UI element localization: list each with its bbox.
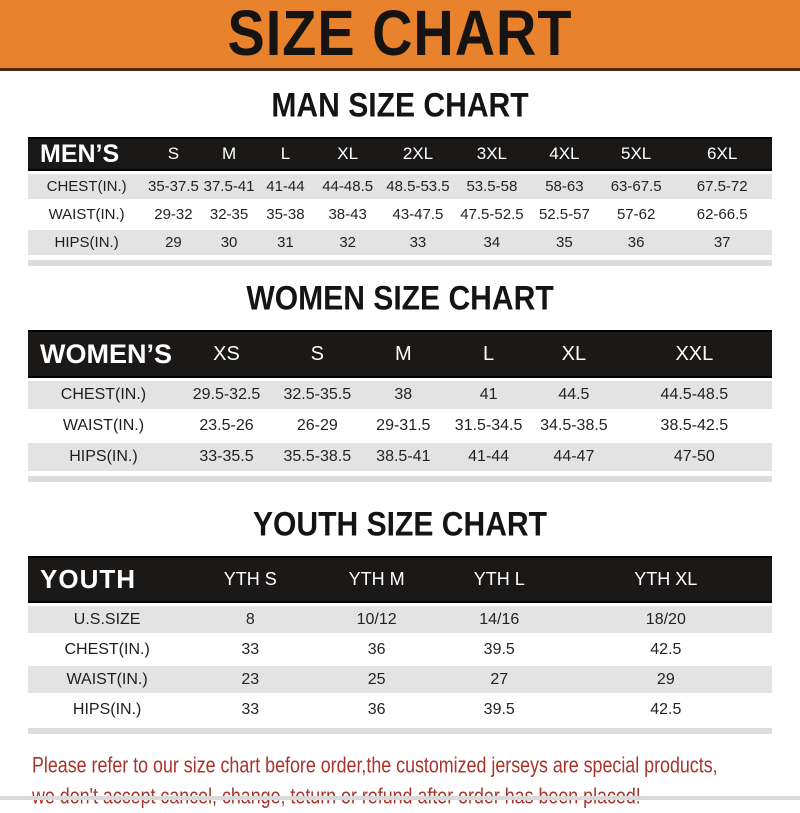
size-value-cell: 34.5-38.5 bbox=[531, 412, 617, 440]
size-value-cell: 42.5 bbox=[560, 696, 772, 723]
table-row bbox=[28, 636, 772, 663]
size-value-cell: 32.5-35.5 bbox=[274, 381, 360, 409]
size-value-cell: 39.5 bbox=[439, 636, 560, 663]
men-size-table bbox=[28, 134, 772, 258]
banner-title: SIZE CHART bbox=[227, 0, 573, 70]
bottom-edge bbox=[0, 796, 800, 800]
footer-notice bbox=[32, 750, 800, 812]
table-header-label: WOMEN’S bbox=[28, 330, 179, 378]
column-header: 2XL bbox=[381, 137, 455, 171]
row-label: WAIST(IN.) bbox=[28, 666, 186, 693]
size-value-cell: 30 bbox=[202, 230, 257, 255]
size-value-cell: 35 bbox=[529, 230, 600, 255]
row-label: HIPS(IN.) bbox=[28, 696, 186, 723]
table-header-row bbox=[28, 556, 772, 603]
row-label: CHEST(IN.) bbox=[28, 381, 179, 409]
column-header: L bbox=[446, 330, 531, 378]
size-value-cell: 31 bbox=[257, 230, 315, 255]
column-header: 3XL bbox=[455, 137, 529, 171]
men-table-bottom-strip bbox=[28, 260, 772, 266]
table-row bbox=[28, 230, 772, 255]
women-section-heading: WOMEN SIZE CHART bbox=[246, 277, 554, 318]
size-value-cell: 38.5-42.5 bbox=[617, 412, 772, 440]
size-value-cell: 36 bbox=[600, 230, 672, 255]
youth-section-heading: YOUTH SIZE CHART bbox=[252, 503, 548, 544]
youth-size-table bbox=[28, 553, 772, 726]
women-size-table bbox=[28, 327, 772, 474]
table-row bbox=[28, 606, 772, 633]
size-value-cell: 8 bbox=[186, 606, 314, 633]
table-row bbox=[28, 666, 772, 693]
men-section-heading: MAN SIZE CHART bbox=[271, 84, 529, 125]
size-value-cell: 29 bbox=[145, 230, 201, 255]
column-header: S bbox=[145, 137, 201, 171]
table-header-row bbox=[28, 137, 772, 171]
banner bbox=[0, 0, 800, 71]
size-value-cell: 39.5 bbox=[439, 696, 560, 723]
size-value-cell: 44-47 bbox=[531, 443, 617, 471]
column-header: M bbox=[202, 137, 257, 171]
size-value-cell: 42.5 bbox=[560, 636, 772, 663]
size-value-cell: 43-47.5 bbox=[381, 202, 455, 227]
column-header: S bbox=[274, 330, 360, 378]
size-value-cell: 44.5 bbox=[531, 381, 617, 409]
column-header: L bbox=[257, 137, 315, 171]
size-value-cell: 27 bbox=[439, 666, 560, 693]
column-header: 5XL bbox=[600, 137, 672, 171]
row-label: WAIST(IN.) bbox=[28, 202, 145, 227]
column-header: YTH M bbox=[314, 556, 438, 603]
size-value-cell: 63-67.5 bbox=[600, 174, 672, 199]
table-row bbox=[28, 412, 772, 440]
size-value-cell: 41-44 bbox=[257, 174, 315, 199]
size-value-cell: 14/16 bbox=[439, 606, 560, 633]
row-label: HIPS(IN.) bbox=[28, 230, 145, 255]
women-size-section bbox=[0, 277, 800, 482]
size-value-cell: 29-31.5 bbox=[360, 412, 446, 440]
size-value-cell: 36 bbox=[314, 636, 438, 663]
size-value-cell: 23.5-26 bbox=[179, 412, 274, 440]
size-value-cell: 41-44 bbox=[446, 443, 531, 471]
size-value-cell: 36 bbox=[314, 696, 438, 723]
size-value-cell: 35.5-38.5 bbox=[274, 443, 360, 471]
row-label: HIPS(IN.) bbox=[28, 443, 179, 471]
column-header: XL bbox=[531, 330, 617, 378]
size-value-cell: 52.5-57 bbox=[529, 202, 600, 227]
size-value-cell: 33 bbox=[186, 696, 314, 723]
size-value-cell: 32-35 bbox=[202, 202, 257, 227]
size-value-cell: 18/20 bbox=[560, 606, 772, 633]
size-value-cell: 37.5-41 bbox=[202, 174, 257, 199]
size-value-cell: 37 bbox=[672, 230, 772, 255]
row-label: WAIST(IN.) bbox=[28, 412, 179, 440]
size-value-cell: 48.5-53.5 bbox=[381, 174, 455, 199]
size-value-cell: 38.5-41 bbox=[360, 443, 446, 471]
size-value-cell: 31.5-34.5 bbox=[446, 412, 531, 440]
size-value-cell: 47.5-52.5 bbox=[455, 202, 529, 227]
size-value-cell: 10/12 bbox=[314, 606, 438, 633]
row-label: CHEST(IN.) bbox=[28, 174, 145, 199]
size-value-cell: 38-43 bbox=[314, 202, 381, 227]
size-value-cell: 25 bbox=[314, 666, 438, 693]
youth-size-section bbox=[0, 503, 800, 734]
size-value-cell: 41 bbox=[446, 381, 531, 409]
column-header: YTH XL bbox=[560, 556, 772, 603]
table-row bbox=[28, 202, 772, 227]
size-value-cell: 44-48.5 bbox=[314, 174, 381, 199]
size-value-cell: 23 bbox=[186, 666, 314, 693]
size-value-cell: 38 bbox=[360, 381, 446, 409]
size-value-cell: 33-35.5 bbox=[179, 443, 274, 471]
size-value-cell: 35-37.5 bbox=[145, 174, 201, 199]
women-table-bottom-strip bbox=[28, 476, 772, 482]
table-header-row bbox=[28, 330, 772, 378]
size-value-cell: 26-29 bbox=[274, 412, 360, 440]
men-size-section bbox=[0, 84, 800, 266]
size-value-cell: 57-62 bbox=[600, 202, 672, 227]
size-value-cell: 47-50 bbox=[617, 443, 772, 471]
size-value-cell: 62-66.5 bbox=[672, 202, 772, 227]
column-header: 6XL bbox=[672, 137, 772, 171]
column-header: XS bbox=[179, 330, 274, 378]
size-value-cell: 44.5-48.5 bbox=[617, 381, 772, 409]
column-header: 4XL bbox=[529, 137, 600, 171]
table-header-label: YOUTH bbox=[28, 556, 186, 603]
size-value-cell: 34 bbox=[455, 230, 529, 255]
row-label: U.S.SIZE bbox=[28, 606, 186, 633]
size-value-cell: 58-63 bbox=[529, 174, 600, 199]
size-value-cell: 67.5-72 bbox=[672, 174, 772, 199]
column-header: YTH S bbox=[186, 556, 314, 603]
size-value-cell: 35-38 bbox=[257, 202, 315, 227]
table-row bbox=[28, 443, 772, 471]
row-label: CHEST(IN.) bbox=[28, 636, 186, 663]
size-value-cell: 33 bbox=[381, 230, 455, 255]
youth-table-bottom-strip bbox=[28, 728, 772, 734]
size-value-cell: 29 bbox=[560, 666, 772, 693]
column-header: M bbox=[360, 330, 446, 378]
column-header: XXL bbox=[617, 330, 772, 378]
table-row bbox=[28, 174, 772, 199]
size-value-cell: 53.5-58 bbox=[455, 174, 529, 199]
size-value-cell: 29.5-32.5 bbox=[179, 381, 274, 409]
column-header: YTH L bbox=[439, 556, 560, 603]
column-header: XL bbox=[314, 137, 381, 171]
table-row bbox=[28, 381, 772, 409]
size-value-cell: 32 bbox=[314, 230, 381, 255]
size-value-cell: 29-32 bbox=[145, 202, 201, 227]
table-header-label: MEN’S bbox=[28, 137, 145, 171]
table-row bbox=[28, 696, 772, 723]
notice-line-1: Please refer to our size chart before order,the customized jerseys are special products, bbox=[32, 753, 718, 778]
size-value-cell: 33 bbox=[186, 636, 314, 663]
